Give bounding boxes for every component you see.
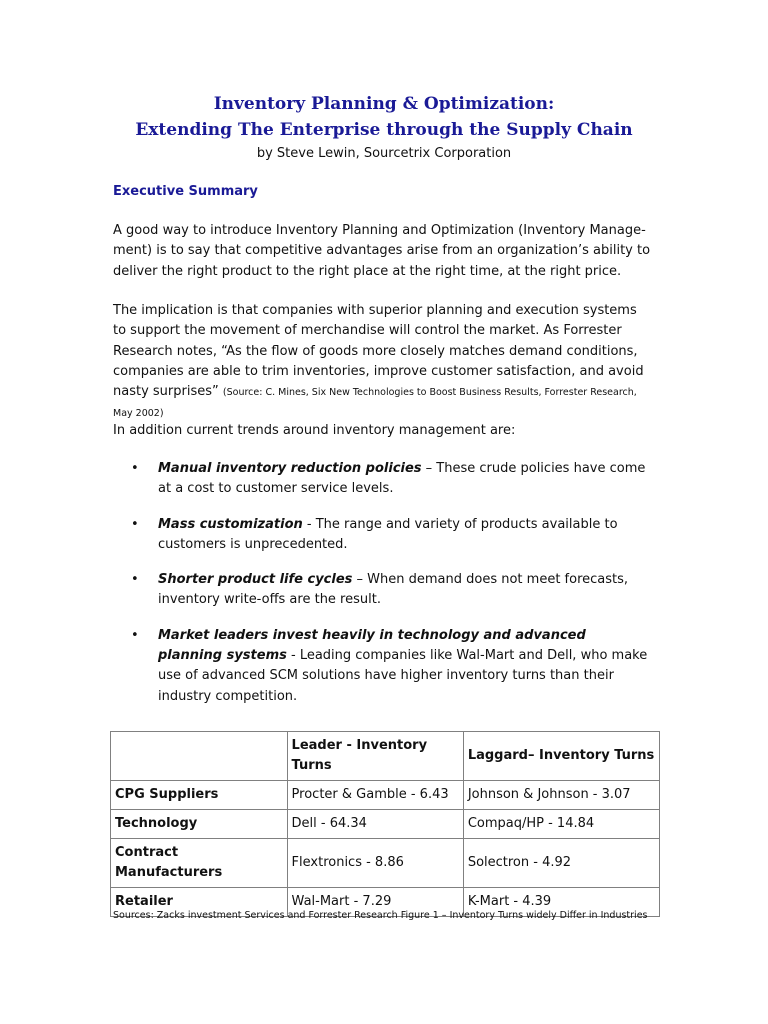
- list-item: [113, 570, 653, 611]
- bullet-text: - The range and variety of products available to customers is unprecedented.: [158, 516, 618, 552]
- paragraph-implication: [113, 301, 651, 425]
- list-item: [113, 626, 653, 707]
- paragraph-trends-intro: In addition current trends around inventory management are:: [113, 423, 516, 438]
- bullet-term: Shorter product life cycles: [158, 572, 353, 588]
- table-row: [111, 781, 660, 810]
- title-line-2: Extending The Enterprise through the Supply Chain: [135, 120, 633, 140]
- table-cell: Compaq/HP - 14.84: [463, 810, 659, 839]
- table-cell: Contract Manufacturers: [111, 839, 288, 888]
- paragraph-implication-text: The implication is that companies with superior planning and execution systems to support the movement of merchandise will control the market. As Forrester Research notes, “As the flow of goods more closely matches demand conditions, companies are able to trim inventories, improve customer satisfaction, and avoid nasty surprises”: [113, 303, 644, 400]
- table-header-cell: Laggard– Inventory Turns: [463, 732, 659, 781]
- figure-caption: Sources: Zacks investment Services and Forrester Research Figure 1 – Inventory Turns widely Differ in Industries: [113, 910, 648, 921]
- bullet-text: - Leading companies like Wal-Mart and Dell, who make use of advanced SCM solutions have higher inventory turns than their industry competition.: [158, 648, 648, 704]
- table-header-row: [111, 732, 660, 781]
- table-cell: K-Mart - 4.39: [463, 888, 659, 917]
- paragraph-intro: A good way to introduce Inventory Planning and Optimization (Inventory Manage-ment) is to say that competitive advantages arise from an organization’s ability to deliver the right product to the right place at the right time, at the right price.: [113, 223, 651, 279]
- list-item: [113, 459, 653, 500]
- bullet-term: Manual inventory reduction policies: [158, 461, 422, 476]
- table-row: [111, 839, 660, 888]
- bullet-icon: •: [131, 516, 139, 532]
- bullet-text: – These crude policies have come at a cost to customer service levels.: [158, 461, 646, 497]
- trends-list: [113, 459, 653, 722]
- section-title: Executive Summary: [113, 184, 258, 199]
- table-header-cell: [111, 732, 288, 781]
- table-cell: CPG Suppliers: [111, 781, 288, 810]
- table-cell: Wal-Mart - 7.29: [287, 888, 463, 917]
- inventory-turns-table: [110, 731, 660, 917]
- bullet-term: Market leaders invest heavily in technology and advanced planning systems: [158, 627, 586, 664]
- bullet-term: Mass customization: [158, 516, 303, 532]
- table-cell: Johnson & Johnson - 3.07: [463, 781, 659, 810]
- bullet-icon: •: [131, 461, 139, 476]
- title-line-1: Inventory Planning & Optimization:: [213, 94, 555, 114]
- table-cell: Retailer: [111, 888, 288, 917]
- table-cell: Procter & Gamble - 6.43: [287, 781, 463, 810]
- bullet-text: – When demand does not meet forecasts, inventory write-offs are the result.: [158, 572, 629, 608]
- table-cell: Flextronics - 8.86: [287, 839, 463, 888]
- bullet-icon: •: [131, 627, 139, 643]
- table-cell: Solectron - 4.92: [463, 839, 659, 888]
- list-item: [113, 515, 653, 556]
- paragraph-source-citation: (Source: C. Mines, Six New Technologies to Boost Business Results, Forrester Research, May 2002): [113, 387, 637, 420]
- bullet-icon: •: [131, 572, 139, 588]
- table-cell: Technology: [111, 810, 288, 839]
- byline: by Steve Lewin, Sourcetrix Corporation: [256, 146, 512, 161]
- table-cell: Dell - 64.34: [287, 810, 463, 839]
- table-header-cell: Leader - Inventory Turns: [287, 732, 463, 781]
- table-row: [111, 810, 660, 839]
